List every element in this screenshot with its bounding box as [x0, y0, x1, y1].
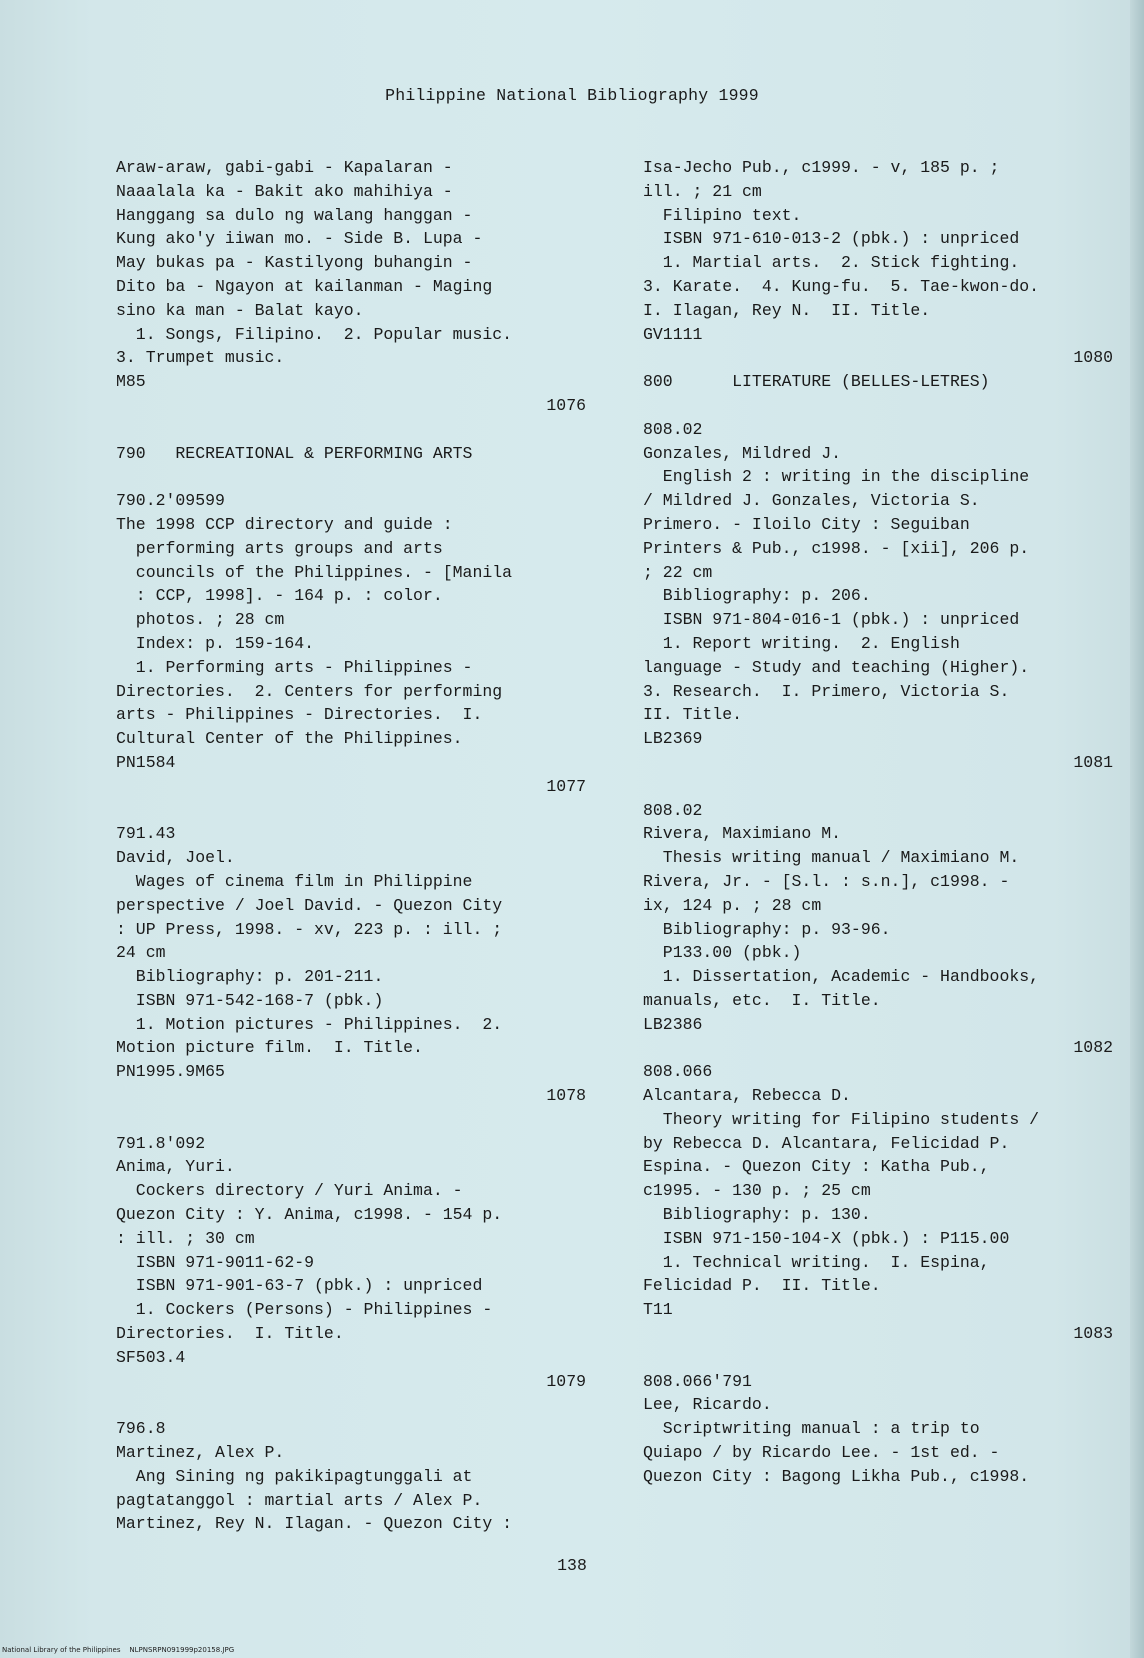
text-line: Motion picture film. I. Title.	[116, 1038, 423, 1058]
text-line: Hanggang sa dulo ng walang hanggan -	[116, 205, 473, 225]
text-line: Kung ako'y iiwan mo. - Side B. Lupa -	[116, 229, 483, 249]
entry-number: 1082	[1073, 1038, 1113, 1058]
text-line: ix, 124 p. ; 28 cm	[643, 895, 822, 915]
right-column	[643, 156, 1113, 1489]
text-line: ISBN 971-804-016-1 (pbk.) : unpriced	[643, 610, 1020, 630]
text-line: David, Joel.	[116, 848, 235, 868]
text-line: Bibliography: p. 93-96.	[643, 919, 891, 939]
text-line: SF503.4	[116, 1347, 186, 1367]
text-line: Primero. - Iloilo City : Seguiban	[643, 514, 970, 534]
text-line: Thesis writing manual / Maximiano M.	[643, 848, 1020, 868]
text-line: councils of the Philippines. - [Manila	[116, 562, 513, 582]
blank-line	[643, 394, 1113, 418]
text-line: language - Study and teaching (Higher).	[643, 657, 1030, 677]
text-line: P133.00 (pbk.)	[643, 943, 802, 963]
blank-line	[643, 1346, 1113, 1370]
text-line: Martinez, Rey N. Ilagan. - Quezon City :	[116, 1514, 513, 1534]
page-number: 138	[557, 1556, 587, 1575]
text-line: Martinez, Alex P.	[116, 1443, 285, 1463]
text-line: Isa-Jecho Pub., c1999. - v, 185 p. ;	[643, 158, 1000, 177]
text-line: Espina. - Quezon City : Katha Pub.,	[643, 1157, 990, 1177]
text-line: Theory writing for Filipino students /	[643, 1109, 1040, 1129]
blank-line	[116, 1393, 586, 1417]
blank-line	[116, 1108, 586, 1132]
text-line: 800 LITERATURE (BELLES-LETRES)	[643, 372, 990, 392]
text-line: 1. Performing arts - Philippines -	[116, 657, 473, 677]
text-line: photos. ; 28 cm	[116, 610, 285, 630]
text-line: Bibliography: p. 130.	[643, 1205, 871, 1225]
text-line: T11	[643, 1300, 673, 1320]
text-line: 1. Technical writing. I. Espina,	[643, 1252, 990, 1272]
text-line: : ill. ; 30 cm	[116, 1228, 255, 1248]
text-line: 3. Research. I. Primero, Victoria S.	[643, 681, 1010, 701]
text-line: Quiapo / by Ricardo Lee. - 1st ed. -	[643, 1443, 1000, 1463]
text-line: 791.8'092	[116, 1133, 206, 1153]
page-edge-shadow	[1130, 0, 1144, 1658]
text-line: Ang Sining ng pakikipagtunggali at	[116, 1466, 473, 1486]
text-line: performing arts groups and arts	[116, 538, 443, 558]
text-line: Gonzales, Mildred J.	[643, 443, 842, 463]
text-line: ISBN 971-542-168-7 (pbk.)	[116, 990, 384, 1010]
entry-number: 1080	[1073, 348, 1113, 368]
text-line: / Mildred J. Gonzales, Victoria S.	[643, 491, 980, 511]
text-line: ISBN 971-901-63-7 (pbk.) : unpriced	[116, 1276, 483, 1296]
text-line: Cockers directory / Yuri Anima. -	[116, 1181, 463, 1201]
text-line: 808.02	[643, 419, 703, 439]
text-line: English 2 : writing in the discipline	[643, 467, 1030, 487]
text-line: Alcantara, Rebecca D.	[643, 1086, 851, 1106]
text-line: Rivera, Jr. - [S.l. : s.n.], c1998. -	[643, 871, 1010, 891]
text-line: Filipino text.	[643, 205, 802, 225]
text-line: Printers & Pub., c1998. - [xii], 206 p.	[643, 538, 1030, 558]
text-line: sino ka man - Balat kayo.	[116, 300, 364, 320]
text-line: 790 RECREATIONAL & PERFORMING ARTS	[116, 443, 473, 463]
text-line: Quezon City : Y. Anima, c1998. - 154 p.	[116, 1205, 503, 1225]
text-line: 808.066	[643, 1062, 713, 1082]
text-line: ISBN 971-9011-62-9	[116, 1252, 315, 1272]
text-line: Rivera, Maximiano M.	[643, 824, 842, 844]
text-line: I. Ilagan, Rey N. II. Title.	[643, 300, 931, 320]
text-line: M85	[116, 372, 146, 392]
entry-number: 1079	[546, 1371, 586, 1391]
text-line: 1. Cockers (Persons) - Philippines -	[116, 1300, 493, 1320]
entry-number: 1081	[1073, 752, 1113, 772]
text-line: manuals, etc. I. Title.	[643, 990, 881, 1010]
footer-filename: NLPNSRPN091999p20158.JPG	[129, 1646, 235, 1654]
text-line: 3. Trumpet music.	[116, 348, 285, 368]
text-line: 808.066'791	[643, 1371, 752, 1391]
text-line: Directories. I. Title.	[116, 1324, 344, 1344]
text-line: Bibliography: p. 206.	[643, 586, 871, 606]
text-line: II. Title.	[643, 705, 743, 725]
text-line: Naaalala ka - Bakit ako mahihiya -	[116, 181, 453, 201]
text-line: 790.2'09599	[116, 491, 225, 511]
text-line: 796.8	[116, 1419, 166, 1439]
text-line: Scriptwriting manual : a trip to	[643, 1419, 980, 1439]
text-line: Directories. 2. Centers for performing	[116, 681, 503, 701]
text-line: 1. Dissertation, Academic - Handbooks,	[643, 967, 1040, 987]
text-line: : CCP, 1998]. - 164 p. : color.	[116, 586, 443, 606]
entry-number: 1083	[1073, 1324, 1113, 1344]
text-line: 808.02	[643, 800, 703, 820]
blank-line	[643, 775, 1113, 799]
text-line: 24 cm	[116, 943, 166, 963]
text-line: LB2369	[643, 729, 703, 749]
text-line: Lee, Ricardo.	[643, 1395, 772, 1415]
text-line: 1. Report writing. 2. English	[643, 633, 960, 653]
text-line: 1. Motion pictures - Philippines. 2.	[116, 1014, 503, 1034]
entry-number: 1078	[546, 1086, 586, 1106]
text-line: c1995. - 130 p. ; 25 cm	[643, 1181, 871, 1201]
blank-line	[116, 799, 586, 823]
text-line: 1. Songs, Filipino. 2. Popular music.	[116, 324, 513, 344]
text-line: Araw-araw, gabi-gabi - Kapalaran -	[116, 158, 453, 177]
entry-number: 1077	[546, 776, 586, 796]
left-column	[116, 156, 586, 1536]
text-line: PN1584	[116, 752, 176, 772]
text-line: 791.43	[116, 824, 176, 844]
text-line: by Rebecca D. Alcantara, Felicidad P.	[643, 1133, 1010, 1153]
blank-line	[116, 465, 586, 489]
text-line: PN1995.9M65	[116, 1062, 225, 1082]
entry-number: 1076	[546, 395, 586, 415]
running-header: Philippine National Bibliography 1999	[385, 86, 759, 105]
text-line: ISBN 971-150-104-X (pbk.) : P115.00	[643, 1228, 1010, 1248]
text-line: perspective / Joel David. - Quezon City	[116, 895, 503, 915]
text-line: arts - Philippines - Directories. I.	[116, 705, 483, 725]
text-line: May bukas pa - Kastilyong buhangin -	[116, 253, 473, 273]
text-line: GV1111	[643, 324, 703, 344]
scan-footer	[2, 1646, 234, 1654]
text-line: Bibliography: p. 201-211.	[116, 967, 384, 987]
text-line: 1. Martial arts. 2. Stick fighting.	[643, 253, 1020, 273]
text-line: pagtatanggol : martial arts / Alex P.	[116, 1490, 483, 1510]
text-line: 3. Karate. 4. Kung-fu. 5. Tae-kwon-do.	[643, 276, 1040, 296]
footer-library: National Library of the Philippines	[2, 1646, 121, 1654]
text-line: Quezon City : Bagong Likha Pub., c1998.	[643, 1466, 1030, 1486]
text-line: ill. ; 21 cm	[643, 181, 762, 201]
text-line: Felicidad P. II. Title.	[643, 1276, 881, 1296]
text-line: Cultural Center of the Philippines.	[116, 729, 463, 749]
text-line: The 1998 CCP directory and guide :	[116, 514, 453, 534]
text-line: ISBN 971-610-013-2 (pbk.) : unpriced	[643, 229, 1020, 249]
text-line: Wages of cinema film in Philippine	[116, 871, 473, 891]
text-line: ; 22 cm	[643, 562, 713, 582]
text-line: Anima, Yuri.	[116, 1157, 235, 1177]
text-line: Dito ba - Ngayon at kailanman - Maging	[116, 276, 493, 296]
text-line: : UP Press, 1998. - xv, 223 p. : ill. ;	[116, 919, 503, 939]
text-line: LB2386	[643, 1014, 703, 1034]
blank-line	[116, 418, 586, 442]
text-line: Index: p. 159-164.	[116, 633, 315, 653]
